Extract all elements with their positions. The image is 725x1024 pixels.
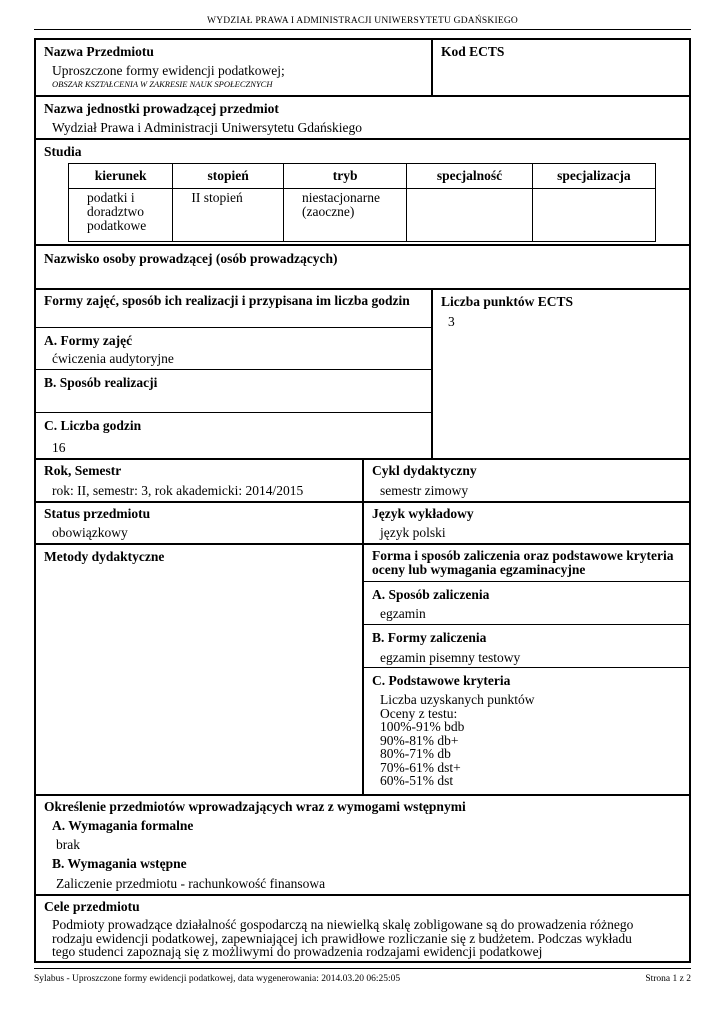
- year-label: Rok, Semestr: [44, 463, 122, 478]
- forms-a-label: A. Formy zajęć: [44, 333, 133, 348]
- forms-label: Formy zajęć, sposób ich realizacji i przypisana im liczba godzin: [44, 293, 410, 308]
- divider: [362, 667, 691, 668]
- page-number: Strona 1 z 2: [645, 974, 691, 984]
- ects-points-value: 3: [448, 314, 455, 329]
- goals-line: tego studenci zapoznają się z możliwymi do prowadzenia rodzajami ewidencji podatkowej: [52, 944, 543, 959]
- column-header-tryb: tryb: [283, 164, 406, 189]
- ects-points-label: Liczba punktów ECTS: [441, 294, 574, 309]
- column-header-specjalizacja: specjalizacja: [532, 164, 655, 189]
- prerequisites-label: Określenie przedmiotów wprowadzających wraz z wymogami wstępnymi: [44, 799, 466, 814]
- divider: [431, 38, 433, 96]
- cycle-label: Cykl dydaktyczny: [372, 463, 477, 478]
- status-label: Status przedmiotu: [44, 506, 151, 521]
- subject-area: OBSZAR KSZTAŁCENIA W ZAKRESIE NAUK SPOŁECZNYCH: [52, 79, 273, 89]
- assessment-label: Forma i sposób zaliczenia oraz podstawowe kryteria oceny lub wymagania egzaminacyjne: [372, 548, 674, 577]
- forms-c-value: 16: [52, 440, 66, 455]
- assessment-c-label: C. Podstawowe kryteria: [372, 673, 511, 688]
- column-header-stopien: stopień: [173, 164, 284, 189]
- formal-req-label: A. Wymagania formalne: [52, 818, 194, 833]
- assessment-a-value: egzamin: [380, 606, 426, 621]
- divider: [34, 369, 431, 370]
- lecturer-label: Nazwisko osoby prowadzącej (osób prowadzących): [44, 251, 338, 266]
- criteria-line: Liczba uzyskanych punktów: [380, 692, 535, 707]
- page-header: WYDZIAŁ PRAWA I ADMINISTRACJI UNIWERSYTETU GDAŃSKIEGO: [207, 16, 518, 26]
- forms-b-label: B. Sposób realizacji: [44, 375, 158, 390]
- unit-value: Wydział Prawa i Administracji Uniwersytetu Gdańskiego: [52, 120, 362, 135]
- language-label: Język wykładowy: [372, 506, 474, 521]
- header-divider: [34, 29, 691, 30]
- assessment-a-label: A. Sposób zaliczenia: [372, 587, 490, 602]
- status-value: obowiązkowy: [52, 525, 128, 540]
- divider: [34, 244, 691, 246]
- forms-c-label: C. Liczba godzin: [44, 418, 142, 433]
- goals-label: Cele przedmiotu: [44, 899, 140, 914]
- divider: [362, 581, 691, 582]
- divider: [34, 288, 691, 290]
- cell-tryb: niestacjonarne (zaoczne): [283, 189, 406, 242]
- assessment-b-label: B. Formy zaliczenia: [372, 630, 487, 645]
- table-header-row: [69, 164, 656, 189]
- criteria-line: 100%-91% bdb: [380, 719, 465, 734]
- divider: [34, 95, 691, 97]
- divider: [34, 501, 691, 503]
- goals-line: rodzaju ewidencji podatkowej, zapewniającej ich prawidłowe rozliczanie się z budżetem. Podczas wykładu: [52, 930, 632, 946]
- unit-label: Nazwa jednostki prowadzącej przedmiot: [44, 101, 279, 116]
- column-header-kierunek: kierunek: [69, 164, 173, 189]
- column-header-specjalnosc: specjalność: [407, 164, 532, 189]
- ects-code-label: Kod ECTS: [441, 44, 505, 59]
- studies-label: Studia: [44, 144, 82, 159]
- criteria-line: Oceny z testu:: [380, 705, 458, 721]
- divider: [34, 794, 691, 796]
- criteria-line: 60%-51% dst: [380, 773, 454, 788]
- cycle-value: semestr zimowy: [380, 483, 469, 498]
- criteria-line: 70%-61% dst+: [380, 759, 461, 775]
- table-row: [69, 189, 656, 242]
- cell-kierunek: podatki i doradztwo podatkowe: [69, 189, 173, 242]
- assessment-b-value: egzamin pisemny testowy: [380, 650, 521, 665]
- divider: [34, 412, 431, 413]
- footer-divider: [34, 968, 691, 969]
- goals-text: [52, 918, 686, 959]
- formal-req-value: brak: [56, 837, 80, 852]
- divider: [34, 894, 691, 896]
- divider: [34, 138, 691, 140]
- divider: [362, 624, 691, 625]
- language-value: język polski: [380, 525, 446, 540]
- initial-req-value: Zaliczenie przedmiotu - rachunkowość finansowa: [56, 876, 326, 891]
- goals-line: Podmioty prowadzące działalność gospodarczą na niewielką skalę zobligowane są do prowadzenia różnego: [52, 917, 634, 932]
- criteria-list: [380, 693, 534, 788]
- divider: [34, 543, 691, 545]
- cell-specjalizacja: [532, 189, 655, 242]
- cell-stopien: II stopień: [173, 189, 284, 242]
- methods-label: Metody dydaktyczne: [44, 549, 165, 564]
- subject-name-label: Nazwa Przedmiotu: [44, 44, 154, 59]
- divider: [362, 458, 364, 794]
- studies-table: [68, 163, 656, 242]
- cell-specjalnosc: [407, 189, 532, 242]
- footer-text: Sylabus - Uproszczone formy ewidencji podatkowej, data wygenerowania: 2014.03.20 06:25:05: [34, 974, 401, 984]
- divider: [431, 288, 433, 458]
- criteria-line: 90%-81% db+: [380, 732, 459, 748]
- year-value: rok: II, semestr: 3, rok akademicki: 2014/2015: [52, 483, 304, 498]
- initial-req-label: B. Wymagania wstępne: [52, 856, 187, 871]
- subject-name-value: Uproszczone formy ewidencji podatkowej;: [52, 63, 285, 78]
- forms-a-value: ćwiczenia audytoryjne: [52, 351, 174, 366]
- criteria-line: 80%-71% db: [380, 746, 451, 761]
- divider: [34, 327, 431, 328]
